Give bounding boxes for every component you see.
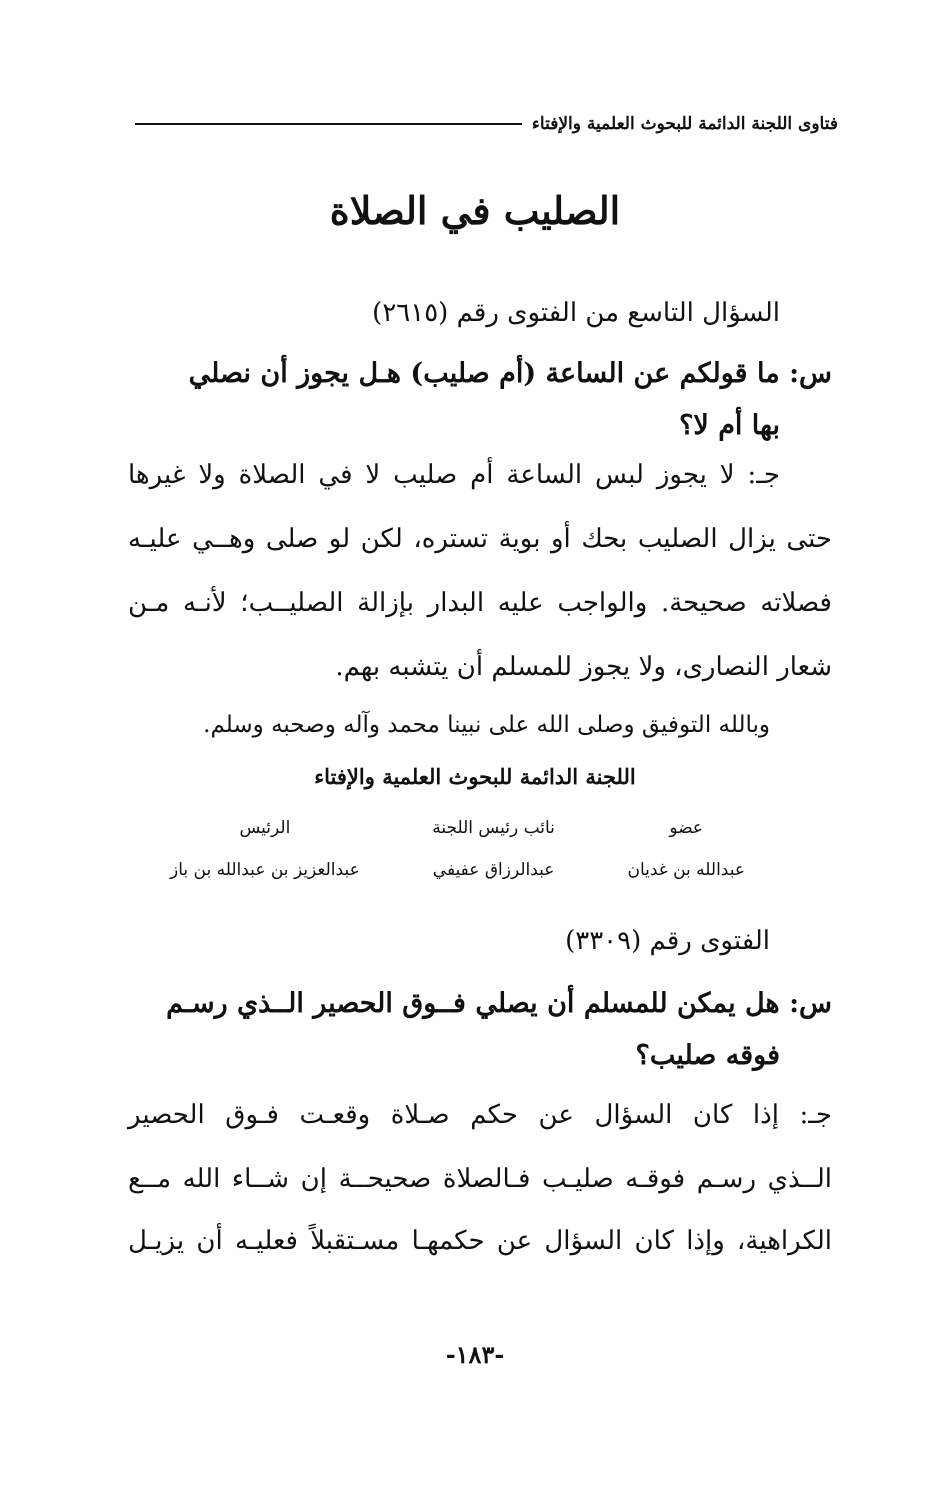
signatory-role: الرئيس xyxy=(239,818,291,838)
signatures-block xyxy=(170,818,745,880)
page-number: -١٨٣- xyxy=(445,1340,505,1369)
running-header-title: فتاوى اللجنة الدائمة للبحوث العلمية والإفتاء xyxy=(531,114,838,134)
signatory-name: عبدالله بن غديان xyxy=(627,860,745,880)
header-rule xyxy=(135,123,522,125)
fatwa2-intro: الفتوى رقم (٣٣٠٩) xyxy=(565,926,770,956)
signatory xyxy=(627,818,745,880)
signatory-name: عبدالعزيز بن عبدالله بن باز xyxy=(170,860,360,880)
fatwa2-answer-line: الكراهية، وإذا كان السؤال عن حكمهـا مسـتقبلاً فعليـه أن يزيـل xyxy=(128,1226,832,1256)
fatwa1-question-line: بها أم لا؟ xyxy=(679,410,780,441)
signatory-name: عبدالرزاق عفيفي xyxy=(432,860,555,880)
fatwa1-closing: وبالله التوفيق وصلى الله على نبينا محمد وآله وصحبه وسلم. xyxy=(203,712,770,738)
signatory-role: نائب رئيس اللجنة xyxy=(432,818,555,838)
fatwa1-answer-line: فصلاته صحيحة. والواجب عليه البدار بإزالة الصليــب؛ لأنـه مـن xyxy=(128,588,832,618)
fatwa1-intro: السؤال التاسع من الفتوى رقم (٢٦١٥) xyxy=(372,298,780,328)
fatwa2-answer-line: جـ: إذا كان السؤال عن حكم صـلاة وقعـت فـوق الحصير xyxy=(128,1100,832,1130)
fatwa2-question-line: س: هل يمكن للمسلم أن يصلي فــوق الحصير الــذي رسـم xyxy=(166,988,832,1019)
running-header xyxy=(135,114,838,134)
committee-name: اللجنة الدائمة للبحوث العلمية والإفتاء xyxy=(314,764,636,789)
fatwa1-answer-line: جـ: لا يجوز لبس الساعة أم صليب لا في الصلاة ولا غيرها xyxy=(128,460,780,490)
signatory-role: عضو xyxy=(669,818,704,838)
fatwa2-answer-line: الــذي رسـم فوقـه صليـب فـالصلاة صحيحــة إن شــاء الله مــع xyxy=(128,1164,832,1194)
fatwa2-question-line: فوقه صليب؟ xyxy=(635,1040,780,1071)
signatory xyxy=(432,818,555,880)
section-title: الصليب في الصلاة xyxy=(329,188,621,233)
fatwa1-answer-line: حتى يزال الصليب بحك أو بوية تستره، لكن لو صلى وهــي عليـه xyxy=(128,524,832,554)
signatory xyxy=(170,818,360,880)
fatwa1-question-line: س: ما قولكم عن الساعة (أم صليب) هـل يجوز أن نصلي xyxy=(188,358,832,389)
fatwa1-answer-line: شعار النصارى، ولا يجوز للمسلم أن يتشبه بهم. xyxy=(335,652,832,682)
